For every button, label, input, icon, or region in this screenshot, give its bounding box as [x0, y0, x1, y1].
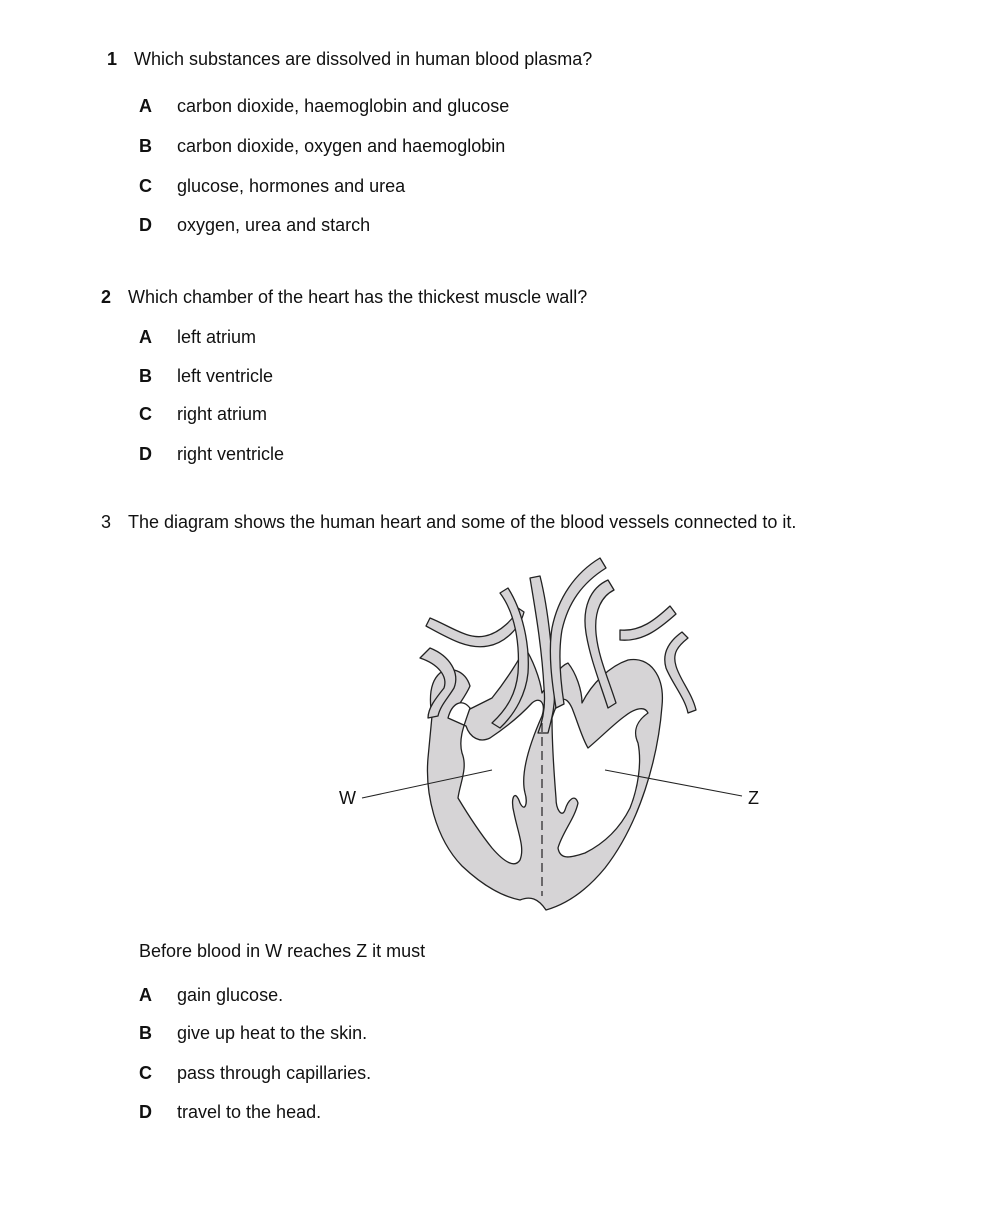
- q1-option-d-text: oxygen, urea and starch: [177, 215, 371, 235]
- q2-option-d-text: right ventricle: [177, 444, 285, 464]
- label-w: W: [339, 788, 356, 808]
- question-1-stem: Which substances are dissolved in human blood plasma?: [134, 49, 593, 69]
- q3-option-a-text: gain glucose.: [177, 985, 284, 1005]
- pulmonary-vein-right-upper: [620, 606, 676, 640]
- question-3-stem: The diagram shows the human heart and some of the blood vessels connected to it.: [128, 512, 797, 532]
- question-1-number: 1: [107, 49, 118, 69]
- q3-option-d-letter: D: [139, 1102, 152, 1122]
- q3-option-d-text: travel to the head.: [177, 1102, 322, 1122]
- q1-option-c-text: glucose, hormones and urea: [177, 176, 406, 196]
- heart-diagram: [320, 548, 780, 928]
- q3-option-a-letter: A: [139, 985, 152, 1005]
- q2-option-a-text: left atrium: [177, 327, 257, 347]
- q2-option-c-text: right atrium: [177, 404, 268, 424]
- question-2-number: 2: [101, 287, 112, 307]
- q1-option-c-letter: C: [139, 176, 152, 196]
- question-2-stem: Which chamber of the heart has the thickest muscle wall?: [128, 287, 588, 307]
- q2-option-b-text: left ventricle: [177, 366, 274, 386]
- label-z: Z: [748, 788, 759, 808]
- q3-option-b-text: give up heat to the skin.: [177, 1023, 368, 1043]
- q2-option-b-letter: B: [139, 366, 152, 386]
- pulmonary-vessel-left: [426, 608, 524, 647]
- q2-option-a-letter: A: [139, 327, 152, 347]
- pulmonary-vein-right-lower: [665, 632, 696, 713]
- q2-option-c-letter: C: [139, 404, 152, 424]
- q1-option-a-letter: A: [139, 96, 152, 116]
- q1-option-d-letter: D: [139, 215, 152, 235]
- question-3-prompt: Before blood in W reaches Z it must: [139, 941, 426, 961]
- q3-option-c-letter: C: [139, 1063, 152, 1083]
- q3-option-c-text: pass through capillaries.: [177, 1063, 372, 1083]
- q2-option-d-letter: D: [139, 444, 152, 464]
- question-3-number: 3: [101, 512, 112, 532]
- q1-option-b-letter: B: [139, 136, 152, 156]
- q1-option-b-text: carbon dioxide, oxygen and haemoglobin: [177, 136, 506, 156]
- q1-option-a-text: carbon dioxide, haemoglobin and glucose: [177, 96, 510, 116]
- q3-option-b-letter: B: [139, 1023, 152, 1043]
